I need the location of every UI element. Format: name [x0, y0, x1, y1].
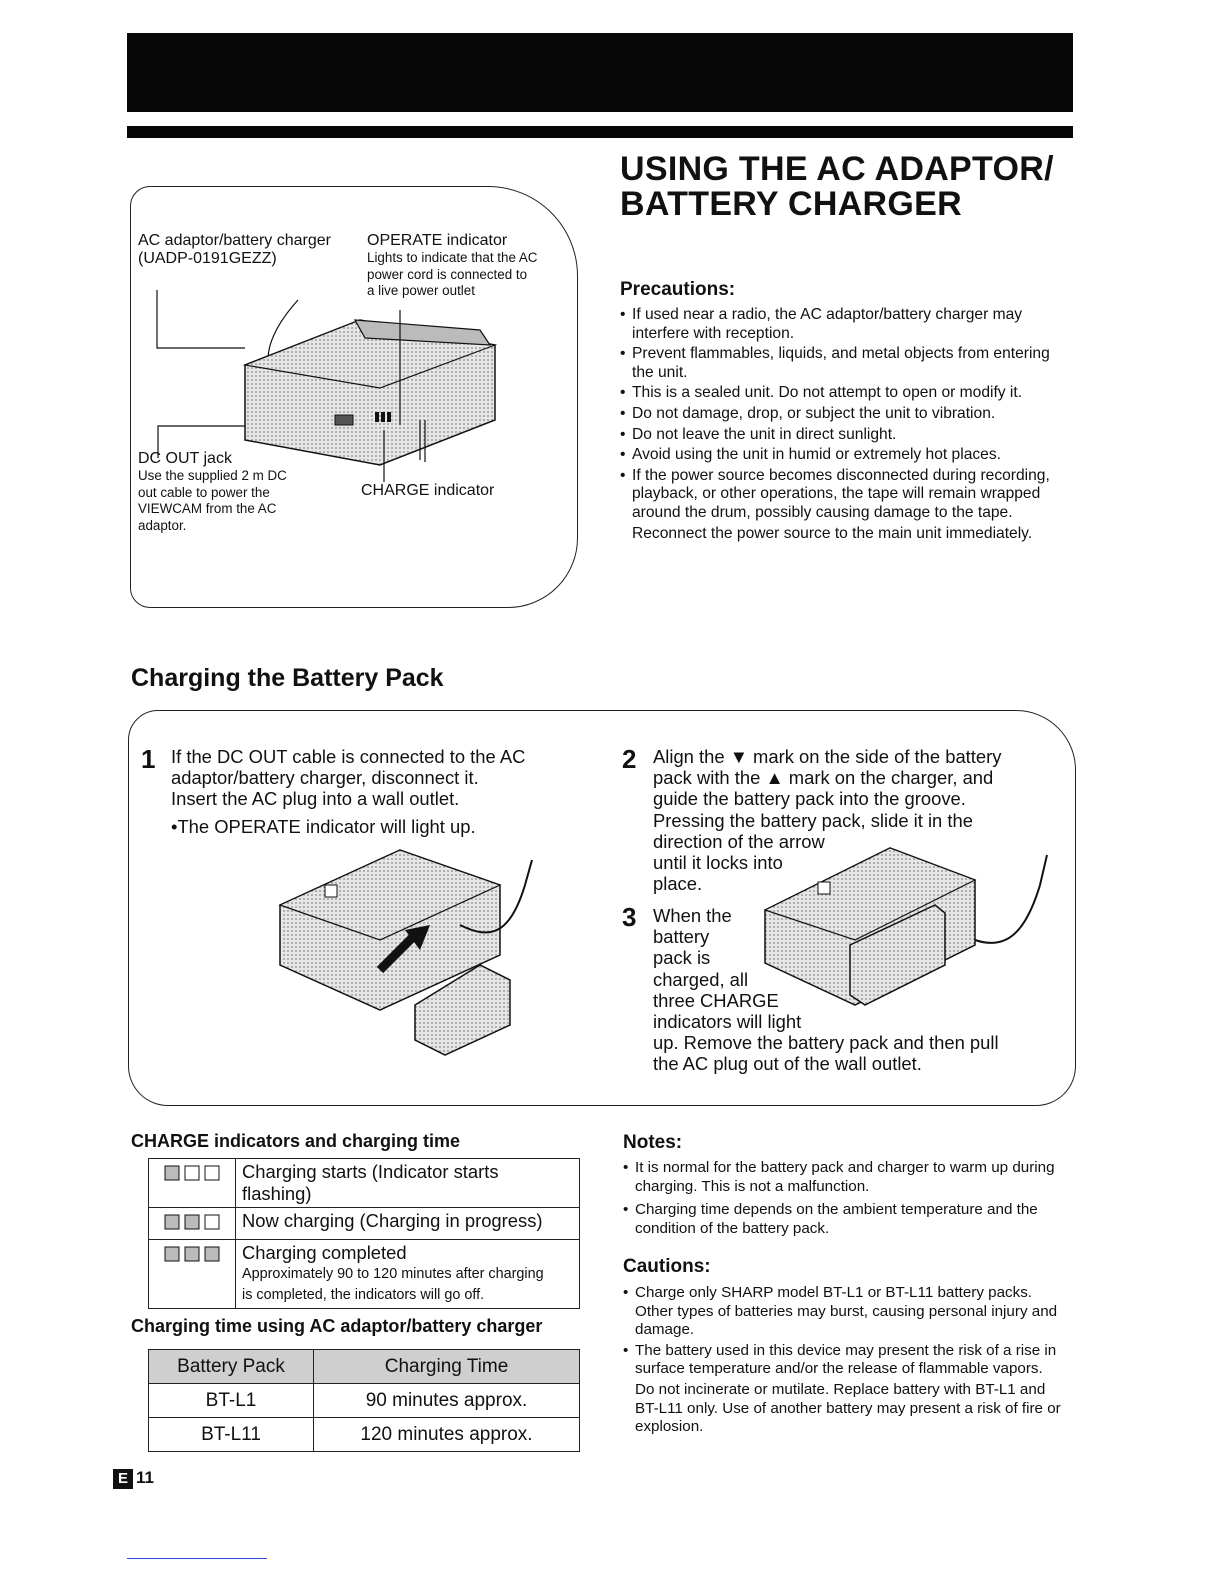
- charging-time-heading: Charging time using AC adaptor/battery charger: [131, 1316, 543, 1336]
- dc-out-jack-label: DC OUT jack Use the supplied 2 m DC out cable to power the VIEWCAM from the AC adaptor.: [138, 450, 287, 533]
- precaution-item: • Prevent flammables, liquids, and metal objects from entering the unit.: [620, 345, 1070, 382]
- indicator-cell: [149, 1240, 236, 1309]
- language-badge: E: [113, 1469, 133, 1489]
- step-1-bullet: •The OPERATE indicator will light up.: [171, 815, 476, 837]
- precautions-list: [620, 306, 1070, 543]
- charge-indicators-heading: CHARGE indicators and charging time: [131, 1131, 461, 1151]
- note-item: • Charging time depends on the ambient temperature and the condition of the battery pack.: [623, 1201, 1071, 1238]
- step-2-number: 2: [622, 744, 637, 774]
- header-rule: [127, 126, 1073, 138]
- indicator-status: Charging starts (Indicator starts flashing): [236, 1159, 580, 1208]
- table-cell: 90 minutes approx.: [314, 1384, 580, 1418]
- column-header: Battery Pack: [149, 1350, 314, 1384]
- step-2-text: Align the ▼ mark on the side of the battery pack with the ▲ mark on the charger, and guide the battery pack into the groove. Pressing the battery pack, slide it in the direction of the arrow until it locks into place.: [653, 746, 1002, 895]
- cautions-heading: Cautions:: [623, 1256, 711, 1277]
- table-row: [149, 1208, 580, 1240]
- indicator-status: Now charging (Charging in progress): [236, 1208, 580, 1240]
- precaution-item: • Do not leave the unit in direct sunlight.: [620, 426, 1070, 445]
- charge-indicators-table: [148, 1158, 580, 1309]
- indicator-icon: [161, 1210, 223, 1232]
- adaptor-label: AC adaptor/battery charger (UADP-0191GEZZ): [138, 232, 331, 267]
- notes-heading: Notes:: [623, 1132, 683, 1153]
- page-number: E 11: [113, 1468, 154, 1489]
- caution-item: • Charge only SHARP model BT-L1 or BT-L11 battery packs. Other types of batteries may burst, causing personal injury and damage.: [623, 1284, 1071, 1340]
- table-cell: 120 minutes approx.: [314, 1418, 580, 1452]
- operate-indicator-label: OPERATE indicator Lights to indicate that the AC power cord is connected to a live power outlet: [367, 232, 538, 298]
- battery-on-charger-illustration: [760, 845, 1050, 1020]
- precaution-item: • Avoid using the unit in humid or extremely hot places.: [620, 446, 1070, 465]
- indicator-status: Charging completed Approximately 90 to 120 minutes after charging is completed, the indicators will go off.: [236, 1240, 580, 1309]
- charging-heading: Charging the Battery Pack: [131, 664, 444, 692]
- section-title: USING THE AC ADAPTOR/ BATTERY CHARGER: [620, 150, 1054, 223]
- cautions-list: [623, 1284, 1071, 1437]
- note-item: • It is normal for the battery pack and charger to warm up during charging. This is not a malfunction.: [623, 1159, 1071, 1196]
- precaution-item: • If the power source becomes disconnected during recording, playback, or other operations, the tape will remain wrapped around the drum, possibly causing damage to the tape.: [620, 467, 1070, 523]
- step-3-number: 3: [622, 902, 637, 932]
- charge-indicator-label: CHARGE indicator: [361, 482, 495, 499]
- caution-item: • The battery used in this device may present the risk of a rise in surface temperature and/or the release of flammable vapors.: [623, 1342, 1071, 1379]
- table-header-row: [149, 1350, 580, 1384]
- precaution-item: • If used near a radio, the AC adaptor/battery charger may interfere with reception.: [620, 306, 1070, 343]
- table-row: [149, 1240, 580, 1309]
- precaution-followup: Reconnect the power source to the main unit immediately.: [632, 524, 1033, 542]
- up-triangle-icon: ▲: [765, 767, 784, 789]
- precautions-heading: Precautions:: [620, 279, 736, 300]
- down-triangle-icon: ▼: [729, 746, 748, 767]
- charging-time-table: [148, 1349, 580, 1452]
- indicator-icon: [161, 1242, 223, 1264]
- table-cell: BT-L1: [149, 1384, 314, 1418]
- table-row: [149, 1418, 580, 1452]
- charger-illustration: [150, 290, 530, 490]
- bottom-rule: [127, 1558, 267, 1559]
- step-1-number: 1: [141, 744, 156, 774]
- notes-list: [623, 1159, 1071, 1243]
- indicator-cell: [149, 1159, 236, 1208]
- step-3-text: When the battery pack is charged, all three CHARGE indicators will light up. Remove the battery pack and then pull the AC plug out of the wall outlet.: [653, 905, 999, 1075]
- precaution-item: • Do not damage, drop, or subject the unit to vibration.: [620, 405, 1070, 424]
- table-row: [149, 1159, 580, 1208]
- indicator-icon: [161, 1161, 223, 1183]
- indicator-cell: [149, 1208, 236, 1240]
- step-1-text: If the DC OUT cable is connected to the AC adaptor/battery charger, disconnect it. Insert the AC plug into a wall outlet. •The OPERATE indicator will light up.: [171, 746, 591, 837]
- insert-plug-illustration: [270, 845, 560, 1060]
- header-bar: [127, 33, 1073, 112]
- precaution-item: • This is a sealed unit. Do not attempt to open or modify it.: [620, 384, 1070, 403]
- caution-followup: Do not incinerate or mutilate. Replace battery with BT-L1 and BT-L11 only. Use of another battery may present a risk of fire or explosion.: [635, 1380, 1061, 1436]
- table-row: [149, 1384, 580, 1418]
- column-header: Charging Time: [314, 1350, 580, 1384]
- table-cell: BT-L11: [149, 1418, 314, 1452]
